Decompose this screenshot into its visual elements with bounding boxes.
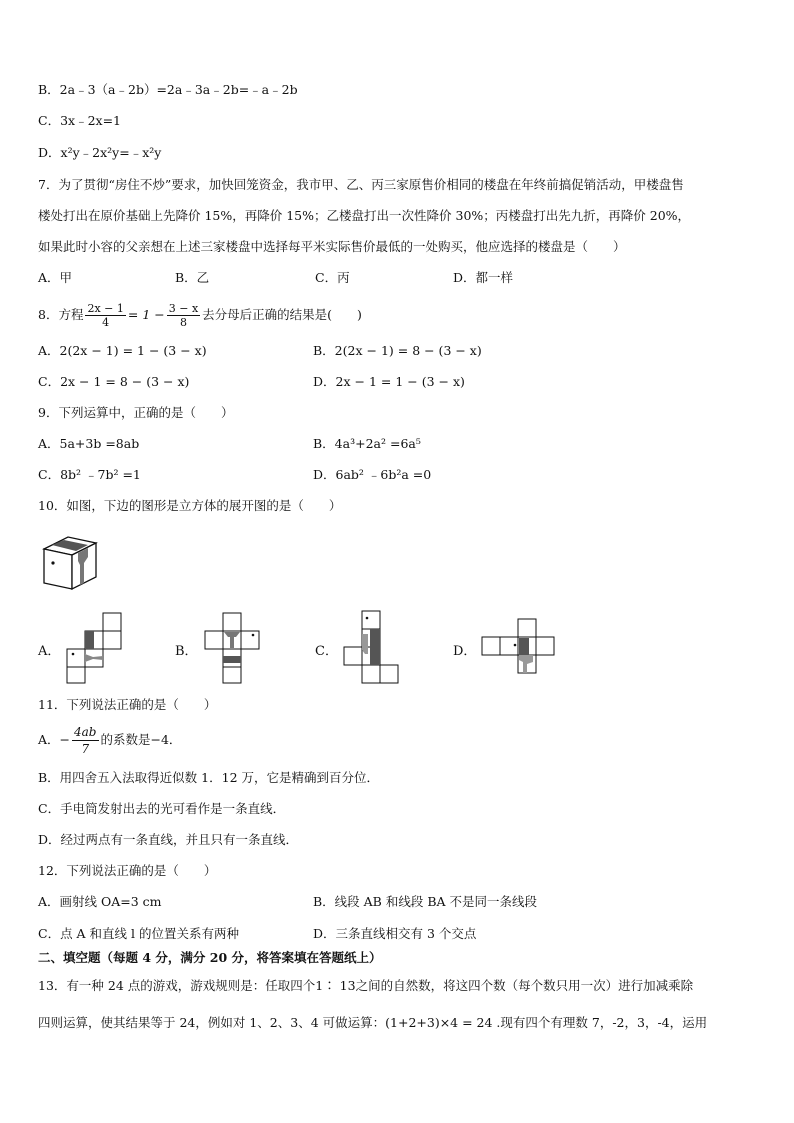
- q8-fraction-2-numerator: 3 − x: [168, 302, 199, 315]
- q8-option-c: C．2x − 1 = 8 − (3 − x): [38, 374, 190, 389]
- q7-option-a: A．甲: [38, 270, 73, 285]
- q11-option-d: D．经过两点有一条直线，并且只有一条直线．: [38, 832, 299, 847]
- q6-option-d: D．x²y﹣2x²y=﹣x²y: [38, 145, 162, 160]
- section-2-heading: 二、填空题（每题 4 分，满分 20 分，将答案填在答题纸上）: [38, 950, 382, 965]
- net-b-figure: [202, 612, 264, 684]
- q10-option-b-label: B．: [175, 644, 198, 659]
- q8-suffix: 去分母后正确的结果是( ): [202, 307, 362, 322]
- q12-option-d: D．三条直线相交有 3 个交点: [313, 926, 477, 941]
- q12-option-c: C．点 A 和直线 l 的位置关系有两种: [38, 926, 239, 941]
- q10-stem: 10．如图，下边的图形是立方体的展开图的是（ ）: [38, 498, 342, 513]
- q11-option-a: [38, 720, 181, 760]
- net-d-figure: [481, 618, 557, 680]
- q11-option-c: C．手电筒发射出去的光可看作是一条直线．: [38, 801, 286, 816]
- q7-option-c: C．丙: [315, 270, 350, 285]
- q9-stem: 9．下列运算中，正确的是（ ）: [38, 405, 234, 420]
- q8-option-b: B．2(2x − 1) = 8 − (3 − x): [313, 343, 482, 358]
- q11-option-a-denominator: 7: [81, 742, 90, 756]
- q8-equals: = 1 −: [127, 307, 165, 322]
- q8-option-d: D．2x − 1 = 1 − (3 − x): [313, 374, 465, 389]
- q13-stem-line2: 四则运算，使其结果等于 24，例如对 1、2、3、4 可做运算：(1+2+3)×4 = 24 .现有四个有理数 7，-2，3，-4，运用: [38, 1015, 708, 1030]
- q10-option-c-label: C．: [315, 644, 338, 659]
- q7-option-b: B．乙: [175, 270, 210, 285]
- q11-option-b: B．用四舍五入法取得近似数 1．12 万，它是精确到百分位．: [38, 770, 379, 785]
- q8-fraction-1-numerator: 2x − 1: [87, 302, 124, 315]
- q7-stem-line2: 楼处打出在原价基础上先降价 15%，再降价 15%；乙楼盘打出一次性降价 30%；丙楼盘打出先九折，再降价 20%，: [38, 208, 691, 223]
- q11-option-a-fraction: [72, 724, 98, 757]
- q9-option-d: D．6ab² ﹣6b²a =0: [313, 467, 432, 482]
- q6-option-b: B．2a﹣3（a﹣2b）=2a﹣3a﹣2b=﹣a﹣2b: [38, 82, 298, 97]
- net-c-figure: [342, 610, 402, 686]
- q8-option-a: A．2(2x − 1) = 1 − (3 − x): [38, 343, 207, 358]
- q7-stem-line3: 如果此时小容的父亲想在上述三家楼盘中选择每平米实际售价最低的一处购买，他应选择的楼盘是（ ）: [38, 239, 626, 254]
- q13-stem-line1: 13．有一种 24 点的游戏，游戏规则是：任取四个1∶ 13之间的自然数，将这四个数（每个数只用一次）进行加减乘除: [38, 978, 694, 993]
- q11-option-a-numerator: 4ab: [74, 725, 97, 739]
- q12-option-a: A．画射线 OA=3 cm: [38, 894, 162, 909]
- q11-stem: 11．下列说法正确的是（ ）: [38, 697, 217, 712]
- q9-option-b: B．4a³+2a² =6a⁵: [313, 436, 421, 451]
- q11-option-a-suffix: 的系数是−4．: [100, 732, 182, 747]
- q8-fraction-1-denominator: 4: [102, 316, 110, 329]
- q10-option-d-label: D．: [453, 644, 477, 659]
- q9-option-c: C．8b² ﹣7b² =1: [38, 467, 141, 482]
- q6-option-c: C．3x﹣2x=1: [38, 113, 121, 128]
- q8-fraction-2-denominator: 8: [179, 316, 187, 329]
- q12-option-b: B．线段 AB 和线段 BA 不是同一条线段: [313, 894, 538, 909]
- q12-stem: 12．下列说法正确的是（ ）: [38, 863, 217, 878]
- q7-option-d: D．都一样: [453, 270, 514, 285]
- q10-option-a-label: A．: [38, 644, 61, 659]
- net-a-figure: [65, 612, 123, 684]
- q9-option-a: A．5a+3b =8ab: [38, 436, 140, 451]
- q7-stem-line1: 7．为了贯彻“房住不炒”要求，加快回笼资金，我市甲、乙、丙三家原售价相同的楼盘在年终前搞促销活动，甲楼盘售: [38, 177, 684, 192]
- q8-fraction-2: [167, 302, 200, 329]
- cube-figure: [40, 533, 100, 593]
- q8-prefix: 8．方程: [38, 307, 84, 322]
- q8-fraction-1: [85, 302, 125, 329]
- q8-stem: [38, 298, 362, 332]
- q11-option-a-prefix: A．−: [38, 732, 71, 747]
